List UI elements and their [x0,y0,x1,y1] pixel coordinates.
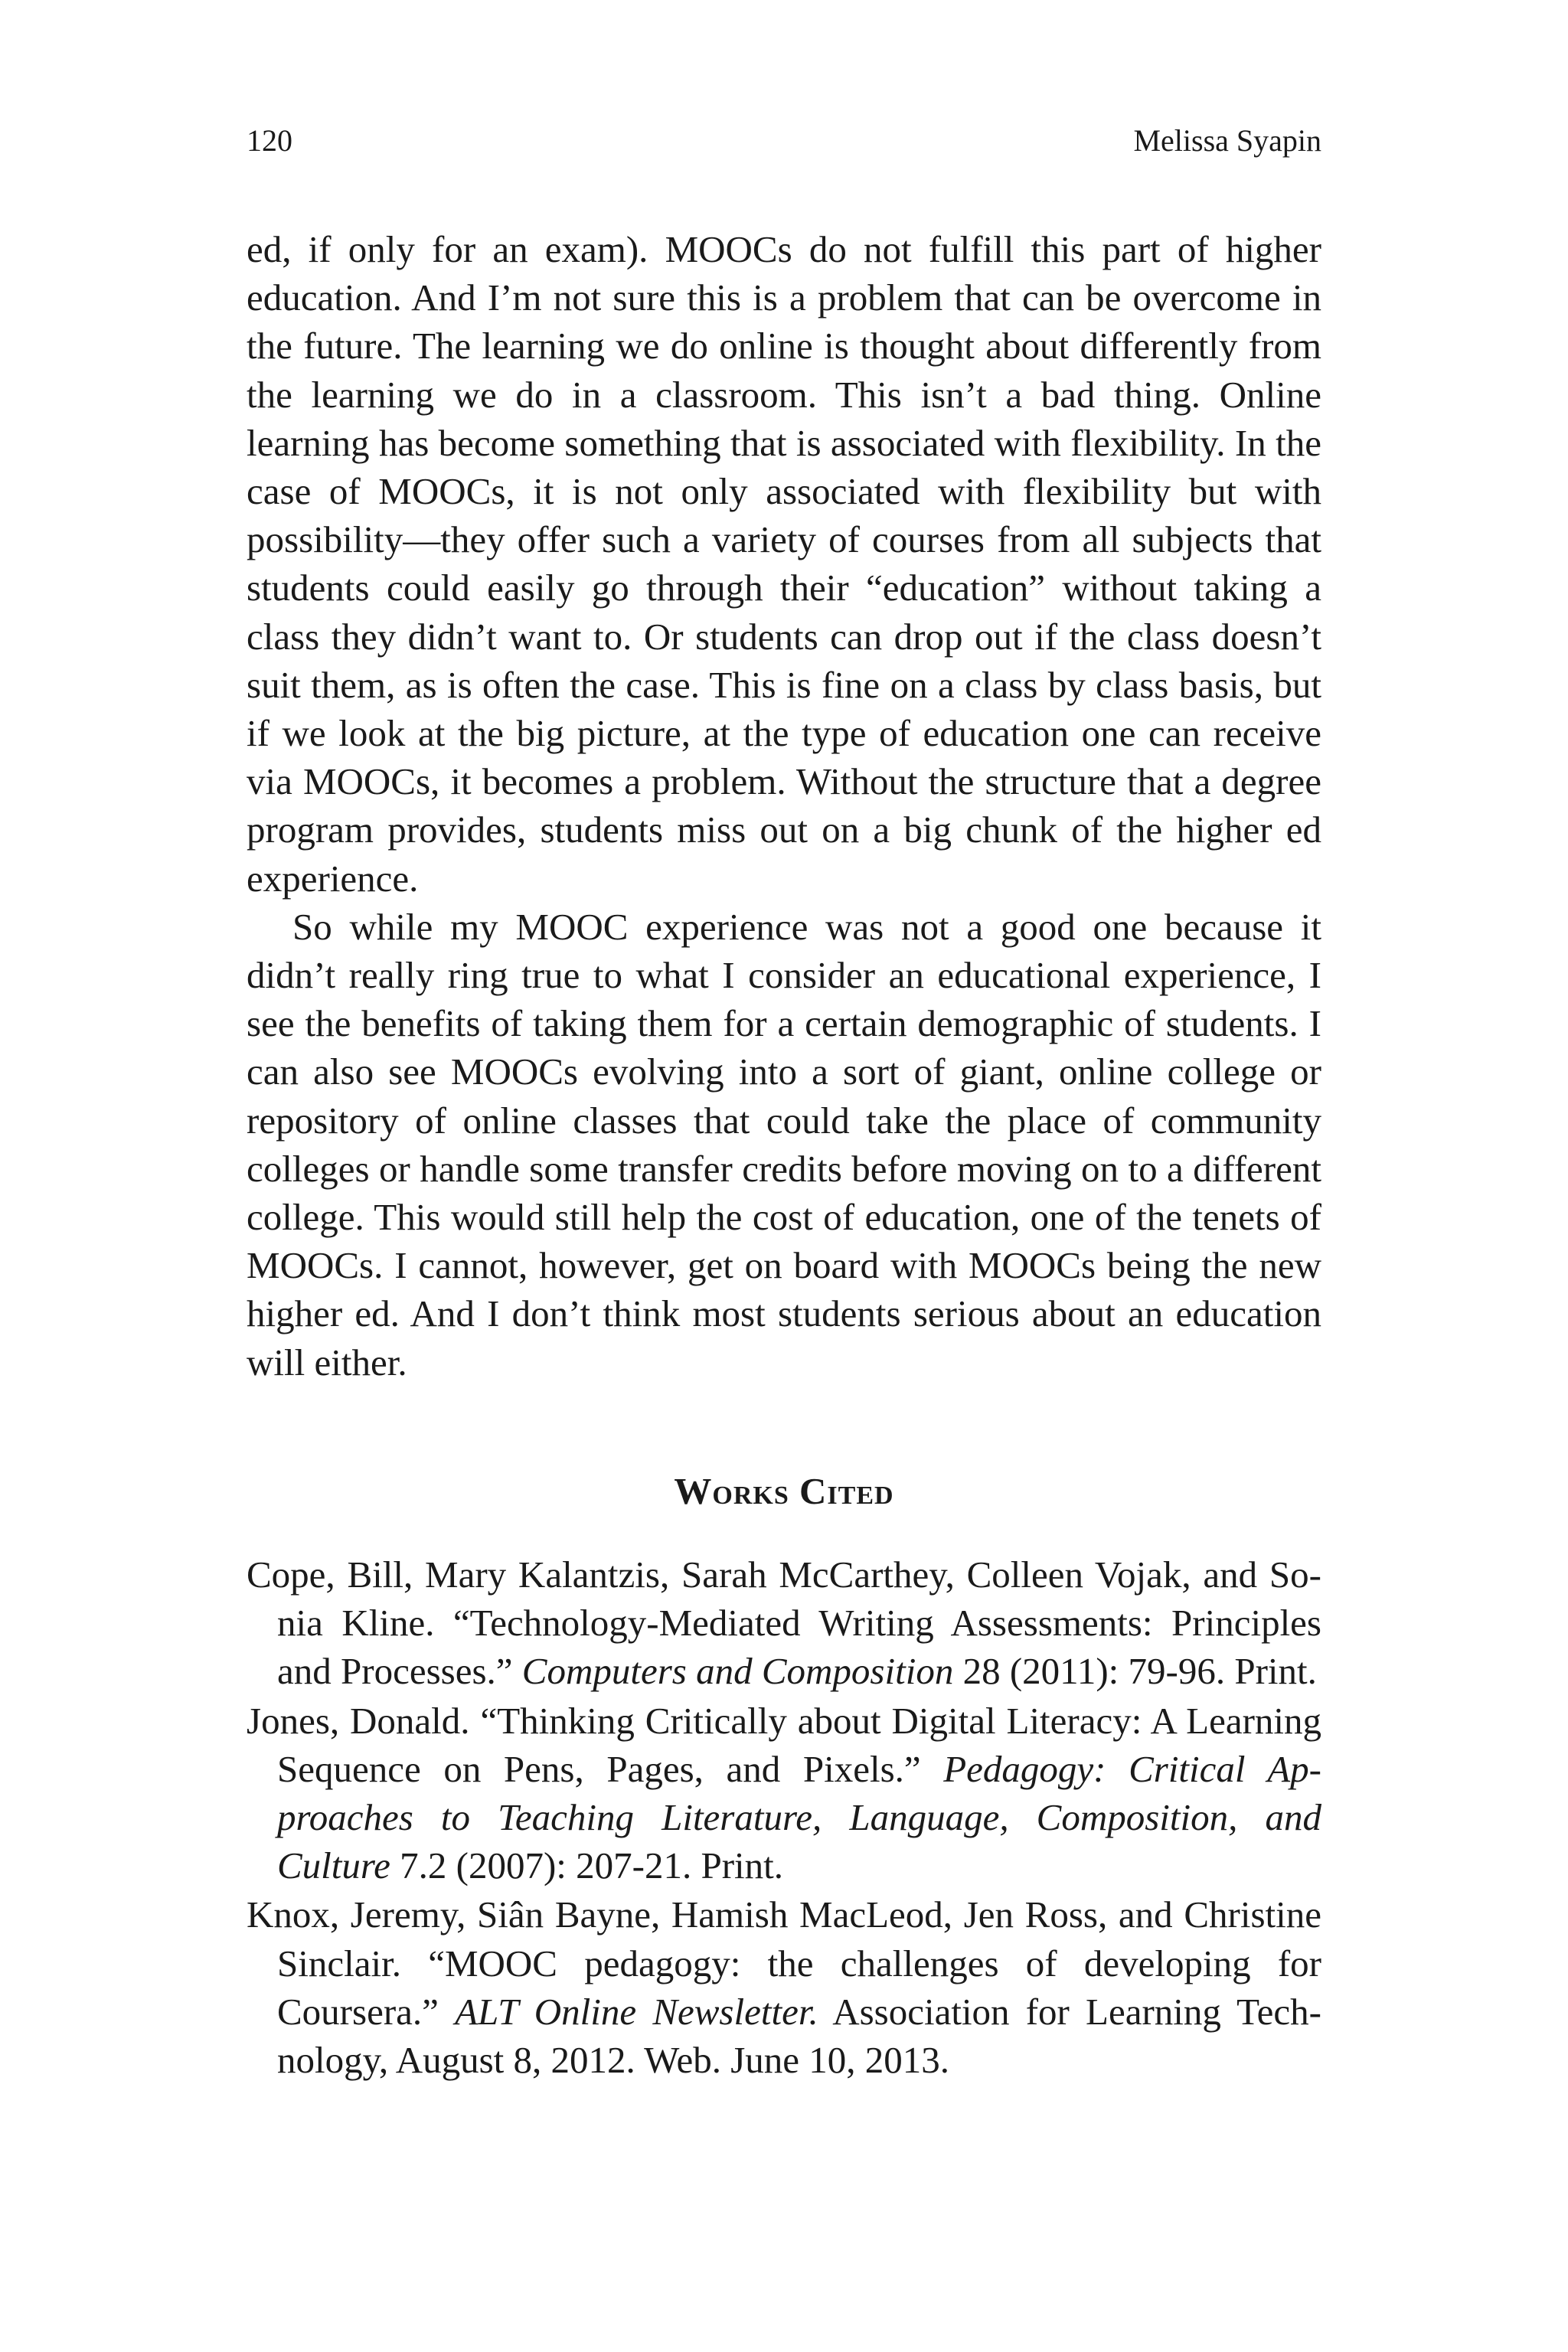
citation-text: Association for Learning Technology, August 8, 2012. Web. June 10, 2013. [277,1990,1321,2082]
citation-entry [247,1890,1321,2084]
citation-text: Jones, Donald. “Thinking Critically about Digital Literacy: A Learning Sequence on Pens, Pages, and Pixels.” [247,1699,1321,1790]
body-paragraph: So while my MOOC experience was not a good one because it didn’t really ring true to what I consider an educational experience, I see the benefits of taking them for a certain demographic of students. I can also see MOOCs evolving into a sort of giant, online college or repository of online classes that could take the place of community colleges or handle some transfer credits before moving on to a different college. This would still help the cost of education, one of the tenets of MOOCs. I cannot, however, get on board with MOOCs being the new higher ed. And I don’t think most students serious about an education will either. [247,905,1321,1383]
body-paragraph: ed, if only for an exam). MOOCs do not fulfill this part of higher education. And I’m not sure this is a problem that can be overcome in the future. The learning we do online is thought about differently from the learning we do in a classroom. This isn’t a bad thing. Online learning has become something that is associated with flexibility. In the case of MOOCs, it is not only associated with flexibility but with possibility—they offer such a variety of courses from all subjects that students could easily go through their “education” without taking a class they didn’t want to. Or students can drop out if the class doesn’t suit them, as is often the case. This is fine on a class by class basis, but if we look at the big picture, at the type of education one can receive via MOOCs, it becomes a problem. Without the structure that a degree program provides, students miss out on a big chunk of the higher ed experience. [247,228,1321,900]
citation-text: Knox, Jeremy, Siân Bayne, Hamish MacLeod, Jen Ross, and Christine Sinclair. “MOOC pedagogy: the challenges of developing for Coursera.” [247,1893,1321,2033]
citation-title: ALT Online Newsletter. [455,1990,818,2033]
citation-title: Computers and Composition [521,1650,954,1693]
citation-entry [247,1550,1321,1696]
body-text [247,225,1321,1387]
citation-title: Pedagogy: Critical Approaches to Teaching Literature, Language, Composition, and Culture [277,1747,1321,1887]
running-head-author: Melissa Syapin [1133,123,1321,158]
works-cited-list [247,1550,1321,2084]
page-number: 120 [247,123,292,158]
citation-entry [247,1697,1321,1890]
works-cited-heading: Works Cited [674,1470,894,1512]
citation-text: 28 (2011): 79-96. Print. [953,1650,1317,1693]
citation-text: Cope, Bill, Mary Kalantzis, Sarah McCarthey, Colleen Vojak, and Sonia Kline. “Technology-Mediated Writing Assessments: Principles and Processes.” [247,1553,1321,1693]
citation-text: 7.2 (2007): 207-21. Print. [390,1844,784,1887]
